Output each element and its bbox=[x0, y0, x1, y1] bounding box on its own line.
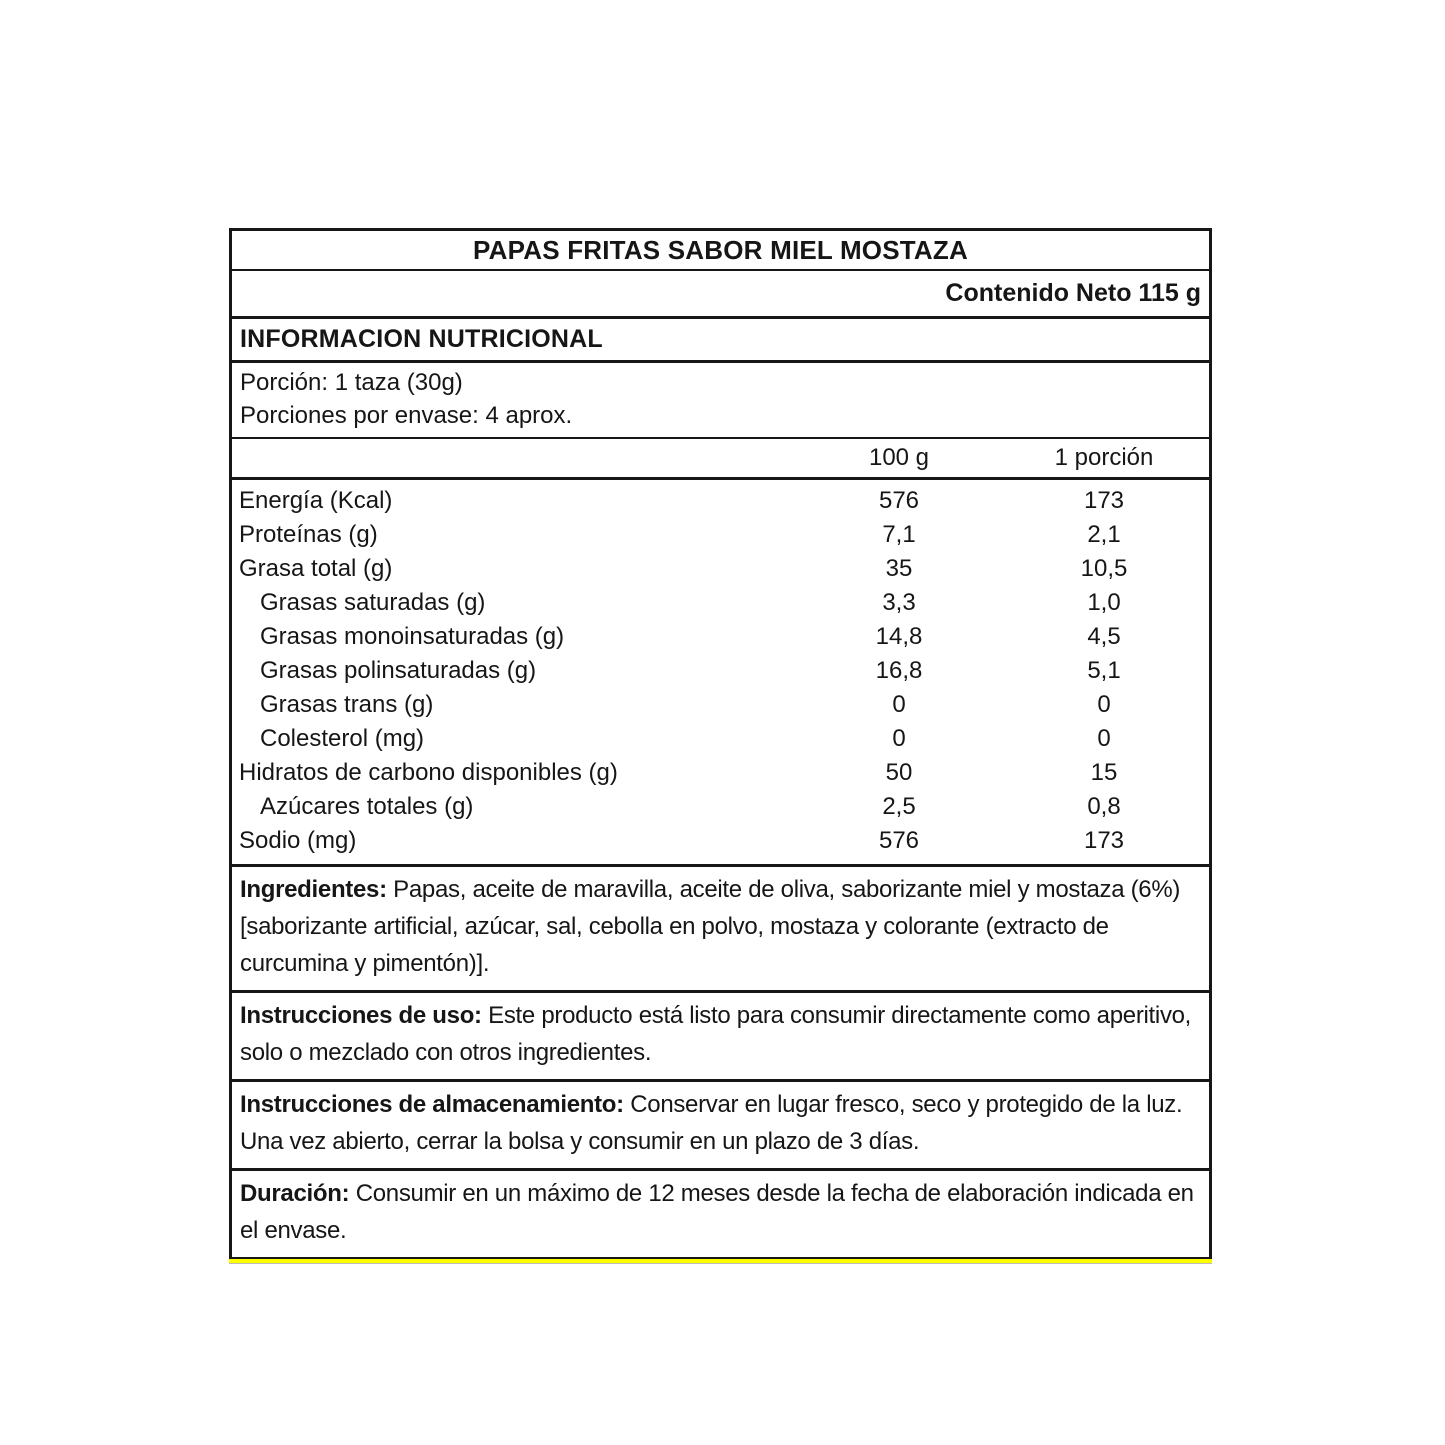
nutrient-value-100g: 576 bbox=[878, 827, 920, 854]
column-header-portion: 1 porción bbox=[1054, 444, 1154, 471]
servings-per-package-text: Porciones por envase: 4 aprox. bbox=[240, 402, 573, 429]
nutrient-value-portion: 10,5 bbox=[1080, 555, 1128, 582]
nutrient-name: Colesterol (mg) bbox=[260, 725, 425, 752]
text-sections bbox=[232, 864, 1209, 1257]
nutrient-value-portion: 15 bbox=[1090, 759, 1118, 786]
storage-instructions-section bbox=[232, 1079, 1209, 1168]
text-section-label: Instrucciones de almacenamiento: bbox=[240, 1091, 624, 1118]
product-title-row bbox=[232, 231, 1209, 269]
nutrient-value-portion: 0 bbox=[1097, 725, 1111, 752]
nutrient-value-100g: 7,1 bbox=[882, 521, 916, 548]
nutrient-value-100g: 576 bbox=[878, 487, 920, 514]
nutrient-row bbox=[232, 484, 1209, 518]
nutrient-value-100g: 3,3 bbox=[882, 589, 916, 616]
column-header-row bbox=[232, 437, 1209, 477]
nutrient-row bbox=[232, 654, 1209, 688]
nutrient-name: Hidratos de carbono disponibles (g) bbox=[239, 759, 618, 786]
serving-info-row bbox=[232, 360, 1209, 437]
nutrient-value-100g: 14,8 bbox=[875, 623, 923, 650]
text-section-label: Ingredientes: bbox=[240, 876, 387, 903]
nutrient-value-portion: 173 bbox=[1083, 827, 1125, 854]
nutrient-name: Grasas saturadas (g) bbox=[260, 589, 486, 616]
nutrient-name: Grasas monoinsaturadas (g) bbox=[260, 623, 565, 650]
text-section-body: Papas, aceite de maravilla, aceite de oliva, saborizante miel y mostaza (6%) [saborizante artificial, azúcar, sal, cebolla en polvo, mostaza y colorante (extracto de curcumina y pimentón)]. bbox=[240, 876, 1181, 977]
nutrient-value-100g: 0 bbox=[892, 725, 906, 752]
net-content-text: Contenido Neto 115 g bbox=[945, 279, 1201, 307]
ingredients-section bbox=[232, 864, 1209, 990]
nutrient-value-100g: 0 bbox=[892, 691, 906, 718]
nutrient-value-100g: 50 bbox=[885, 759, 913, 786]
text-section-label: Instrucciones de uso: bbox=[240, 1002, 482, 1029]
text-section-body: Consumir en un máximo de 12 meses desde la fecha de elaboración indicada en el envase. bbox=[240, 1180, 1194, 1244]
nutrient-row bbox=[232, 722, 1209, 756]
nutrient-name: Sodio (mg) bbox=[239, 827, 357, 854]
nutrition-info-header: INFORMACION NUTRICIONAL bbox=[240, 325, 603, 353]
nutrient-name: Grasas polinsaturadas (g) bbox=[260, 657, 537, 684]
serving-size-text: Porción: 1 taza (30g) bbox=[240, 369, 463, 396]
nutrition-label bbox=[229, 228, 1212, 1260]
nutrient-value-100g: 2,5 bbox=[882, 793, 916, 820]
nutrient-row bbox=[232, 620, 1209, 654]
nutrient-row bbox=[232, 824, 1209, 858]
duration-section bbox=[232, 1168, 1209, 1257]
nutrient-name: Grasa total (g) bbox=[239, 555, 393, 582]
nutrient-value-100g: 35 bbox=[885, 555, 913, 582]
nutrient-row bbox=[232, 756, 1209, 790]
usage-instructions-section bbox=[232, 990, 1209, 1079]
text-section-body: Este producto está listo para consumir directamente como aperitivo, solo o mezclado con otros ingredientes. bbox=[240, 1002, 1192, 1066]
yellow-accent-bar bbox=[229, 1259, 1212, 1264]
nutrient-row bbox=[232, 518, 1209, 552]
nutrient-name: Azúcares totales (g) bbox=[260, 793, 474, 820]
nutrient-value-portion: 2,1 bbox=[1087, 521, 1121, 548]
nutrient-row bbox=[232, 688, 1209, 722]
nutrient-value-portion: 5,1 bbox=[1087, 657, 1121, 684]
nutrient-value-portion: 173 bbox=[1083, 487, 1125, 514]
text-section-label: Duración: bbox=[240, 1180, 350, 1207]
nutrient-name: Energía (Kcal) bbox=[239, 487, 393, 514]
nutrient-table bbox=[232, 477, 1209, 864]
nutrient-value-portion: 1,0 bbox=[1087, 589, 1121, 616]
nutrient-name: Grasas trans (g) bbox=[260, 691, 434, 718]
nutrient-value-portion: 0,8 bbox=[1087, 793, 1121, 820]
text-section-body: Conservar en lugar fresco, seco y protegido de la luz. Una vez abierto, cerrar la bolsa y consumir en un plazo de 3 días. bbox=[240, 1091, 1183, 1155]
product-title: PAPAS FRITAS SABOR MIEL MOSTAZA bbox=[473, 234, 968, 265]
column-header-100g: 100 g bbox=[868, 444, 930, 471]
nutrition-info-header-row bbox=[232, 316, 1209, 360]
nutrient-name: Proteínas (g) bbox=[239, 521, 378, 548]
net-content-row bbox=[232, 269, 1209, 316]
nutrient-value-100g: 16,8 bbox=[875, 657, 923, 684]
nutrient-value-portion: 4,5 bbox=[1087, 623, 1121, 650]
nutrient-row bbox=[232, 790, 1209, 824]
nutrient-row bbox=[232, 586, 1209, 620]
nutrient-value-portion: 0 bbox=[1097, 691, 1111, 718]
nutrient-row bbox=[232, 552, 1209, 586]
